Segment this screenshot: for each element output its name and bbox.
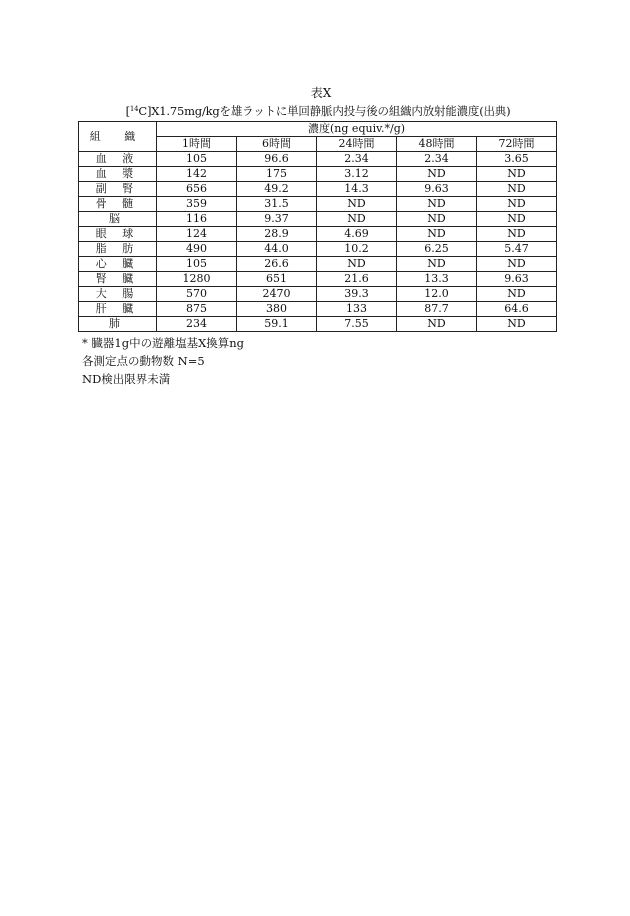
value-cell: 44.0	[237, 242, 317, 257]
value-cell: 875	[157, 302, 237, 317]
note-footnote: * 臓器1g中の遊離塩基X換算ng	[82, 336, 245, 350]
table-row	[79, 317, 557, 332]
table-row	[79, 272, 557, 287]
tissue-cell: 腎 臓	[79, 272, 157, 287]
value-cell: 380	[237, 302, 317, 317]
table-row	[79, 287, 557, 302]
table-row	[79, 302, 557, 317]
value-cell: 96.6	[237, 152, 317, 167]
value-cell: 49.2	[237, 182, 317, 197]
value-cell: ND	[477, 212, 557, 227]
value-cell: 175	[237, 167, 317, 182]
value-cell: ND	[317, 212, 397, 227]
caption-isotope: 14	[129, 105, 139, 113]
tissue-cell: 肝 臓	[79, 302, 157, 317]
value-cell: 9.37	[237, 212, 317, 227]
tissue-cell: 血 漿	[79, 167, 157, 182]
value-cell: 570	[157, 287, 237, 302]
tissue-cell: 眼 球	[79, 227, 157, 242]
tissue-cell: 大 腸	[79, 287, 157, 302]
value-cell: 31.5	[237, 197, 317, 212]
value-cell: ND	[397, 257, 477, 272]
value-cell: ND	[317, 257, 397, 272]
table-caption	[78, 102, 558, 119]
caption-text: C]X1.75mg/kgを雄ラットに単回静脈内投与後の組織内放射能濃度(出典)	[138, 104, 511, 118]
value-cell: 2.34	[317, 152, 397, 167]
table-row	[79, 227, 557, 242]
value-cell: 133	[317, 302, 397, 317]
tissue-cell: 脂 肪	[79, 242, 157, 257]
tissue-column-header: 組 織	[79, 122, 157, 152]
value-cell: 28.9	[237, 227, 317, 242]
table-row	[79, 182, 557, 197]
value-cell: ND	[397, 197, 477, 212]
table-title: 表X	[310, 86, 332, 100]
value-cell: 10.2	[317, 242, 397, 257]
concentration-group-header: 濃度(ng equiv.*/g)	[157, 122, 557, 137]
table-row	[79, 257, 557, 272]
table-body	[79, 152, 557, 332]
note-nd-definition: ND検出限界未満	[82, 372, 171, 386]
table-row	[79, 242, 557, 257]
value-cell: 359	[157, 197, 237, 212]
value-cell: ND	[477, 167, 557, 182]
value-cell: 3.12	[317, 167, 397, 182]
notes	[82, 334, 558, 388]
value-cell: 39.3	[317, 287, 397, 302]
value-cell: 234	[157, 317, 237, 332]
header-row-group	[79, 122, 557, 137]
value-cell: 656	[157, 182, 237, 197]
value-cell: ND	[397, 167, 477, 182]
value-cell: 3.65	[477, 152, 557, 167]
value-cell: 124	[157, 227, 237, 242]
value-cell: ND	[317, 197, 397, 212]
concentration-table	[78, 121, 557, 332]
value-cell: ND	[477, 257, 557, 272]
value-cell: 490	[157, 242, 237, 257]
table-row	[79, 197, 557, 212]
value-cell: 651	[237, 272, 317, 287]
value-cell: 4.69	[317, 227, 397, 242]
caption-bracket: [	[125, 104, 130, 118]
value-cell: 64.6	[477, 302, 557, 317]
document	[78, 86, 558, 388]
value-cell: ND	[397, 212, 477, 227]
table-row	[79, 167, 557, 182]
time-header: 6時間	[237, 137, 317, 152]
value-cell: 87.7	[397, 302, 477, 317]
value-cell: 105	[157, 152, 237, 167]
value-cell: ND	[477, 197, 557, 212]
time-header: 1時間	[157, 137, 237, 152]
value-cell: 13.3	[397, 272, 477, 287]
tissue-cell: 血 液	[79, 152, 157, 167]
value-cell: 142	[157, 167, 237, 182]
tissue-cell: 心 臓	[79, 257, 157, 272]
time-header: 72時間	[477, 137, 557, 152]
value-cell: ND	[477, 182, 557, 197]
tissue-cell: 肺	[79, 317, 157, 332]
value-cell: 6.25	[397, 242, 477, 257]
value-cell: 2470	[237, 287, 317, 302]
value-cell: 116	[157, 212, 237, 227]
value-cell: 59.1	[237, 317, 317, 332]
value-cell: ND	[477, 317, 557, 332]
tissue-cell: 骨 髄	[79, 197, 157, 212]
value-cell: 9.63	[397, 182, 477, 197]
value-cell: 21.6	[317, 272, 397, 287]
tissue-cell: 脳	[79, 212, 157, 227]
value-cell: 2.34	[397, 152, 477, 167]
time-header: 24時間	[317, 137, 397, 152]
value-cell: ND	[477, 227, 557, 242]
value-cell: 5.47	[477, 242, 557, 257]
value-cell: 9.63	[477, 272, 557, 287]
value-cell: ND	[477, 287, 557, 302]
value-cell: 7.55	[317, 317, 397, 332]
value-cell: ND	[397, 227, 477, 242]
table-row	[79, 152, 557, 167]
table-row	[79, 212, 557, 227]
value-cell: 26.6	[237, 257, 317, 272]
note-animal-count: 各測定点の動物数 N=5	[82, 354, 205, 368]
time-header: 48時間	[397, 137, 477, 152]
value-cell: 1280	[157, 272, 237, 287]
value-cell: 14.3	[317, 182, 397, 197]
value-cell: 12.0	[397, 287, 477, 302]
tissue-cell: 副 腎	[79, 182, 157, 197]
value-cell: 105	[157, 257, 237, 272]
value-cell: ND	[397, 317, 477, 332]
